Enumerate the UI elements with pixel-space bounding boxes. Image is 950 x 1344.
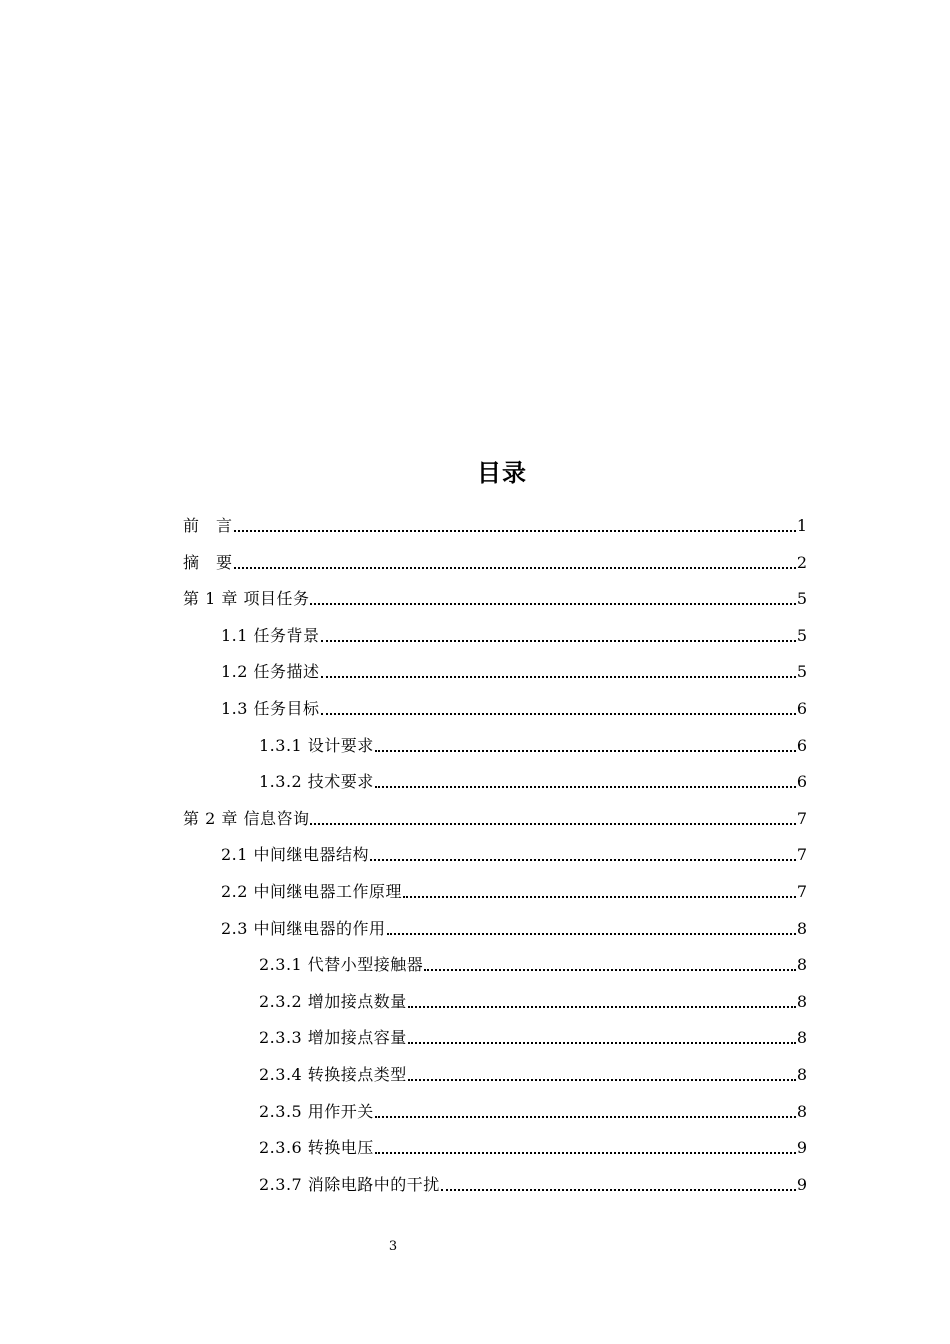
toc-entry[interactable] [183,579,807,609]
toc-entry-page: 7 [796,845,807,865]
toc-entry-page: 8 [796,955,807,975]
toc-dot-leader [375,1152,796,1154]
toc-entry-page: 8 [796,918,807,938]
toc-dot-leader [321,676,796,678]
toc-entry-page: 5 [796,625,807,645]
toc-entry-label: 1.2 任务描述 [221,662,320,682]
toc-entry-label: 1.1 任务背景 [221,625,320,645]
toc-dot-leader [375,786,796,788]
toc-dot-leader [370,859,796,861]
toc-entry[interactable] [259,1055,807,1085]
toc-dot-leader [321,640,796,642]
toc-entry-label: 2.3.7 消除电路中的干扰 [259,1174,440,1194]
toc-entry[interactable] [259,982,807,1012]
toc-entry[interactable] [259,1128,807,1158]
toc-entry-page: 6 [796,735,807,755]
toc-entry-label: 2.2 中间继电器工作原理 [221,882,403,901]
toc-entry[interactable] [183,506,807,536]
toc-entry[interactable] [259,1165,807,1195]
toc-entry[interactable] [259,726,807,756]
toc-dot-leader [234,567,796,569]
toc-dot-leader [403,896,796,898]
toc-entry-label: 第 2 章 信息咨询 [183,808,310,828]
toc-entry-label: 1.3.1 设计要求 [259,735,374,755]
toc-entry[interactable] [183,799,807,829]
toc-entry-label: 2.3.5 用作开关 [259,1101,374,1121]
toc-dot-leader [310,603,795,605]
toc-entry[interactable] [221,616,807,646]
toc-entry-label: 前 言 [183,516,233,535]
toc-entry-label: 2.3.1 代替小型接触器 [259,955,424,975]
toc-entry-page: 1 [796,516,807,535]
toc-entry-page: 7 [796,808,807,828]
toc-entry-page: 5 [796,662,807,682]
toc-dot-leader [321,713,796,715]
toc-entry[interactable] [221,835,807,865]
toc-entry-label: 1.3 任务目标 [221,699,320,718]
toc-entry[interactable] [221,689,807,719]
toc-dot-leader [310,823,795,825]
toc-entry-label: 2.3.6 转换电压 [259,1138,374,1158]
toc-entry-page: 6 [796,772,807,792]
toc-dot-leader [408,1042,796,1044]
toc-entry[interactable] [221,652,807,682]
toc-dot-leader [375,750,796,752]
toc-entry[interactable] [221,909,807,939]
toc-dot-leader [408,1006,796,1008]
toc-entry[interactable] [259,1092,807,1122]
toc-entry-page: 8 [796,1101,807,1121]
toc-entry-label: 2.3.4 转换接点类型 [259,1065,407,1084]
toc-entry[interactable] [259,762,807,792]
toc-entry[interactable] [259,945,807,975]
toc-entry[interactable] [183,543,807,573]
toc-entry[interactable] [259,1018,807,1048]
toc-entry-page: 8 [796,1065,807,1084]
toc-entry-page: 6 [796,699,807,718]
toc-entry-page: 7 [796,882,807,901]
toc-entry-page: 2 [796,552,807,572]
toc-title: 目录 [477,459,527,487]
toc-dot-leader [387,933,796,935]
toc-entry-label: 第 1 章 项目任务 [183,589,310,609]
toc-dot-leader [424,969,796,971]
toc-entry-page: 5 [796,589,807,609]
toc-entry[interactable] [221,872,807,902]
toc-entry-page: 8 [796,991,807,1011]
toc-entry-label: 1.3.2 技术要求 [259,772,374,792]
toc-dot-leader [234,530,796,532]
toc-entry-label: 2.3.2 增加接点数量 [259,991,407,1011]
toc-dot-leader [375,1116,796,1118]
toc-entry-page: 9 [796,1174,807,1194]
toc-entry-label: 摘 要 [183,552,233,572]
toc-entry-label: 2.1 中间继电器结构 [221,845,370,865]
toc-dot-leader [441,1189,796,1191]
toc-dot-leader [408,1079,796,1081]
toc-entry-page: 9 [796,1138,807,1158]
toc-entry-page: 8 [796,1028,807,1048]
page-number: 3 [388,1239,398,1254]
toc-entry-label: 2.3.3 增加接点容量 [259,1028,407,1048]
toc-entry-label: 2.3 中间继电器的作用 [221,918,386,938]
